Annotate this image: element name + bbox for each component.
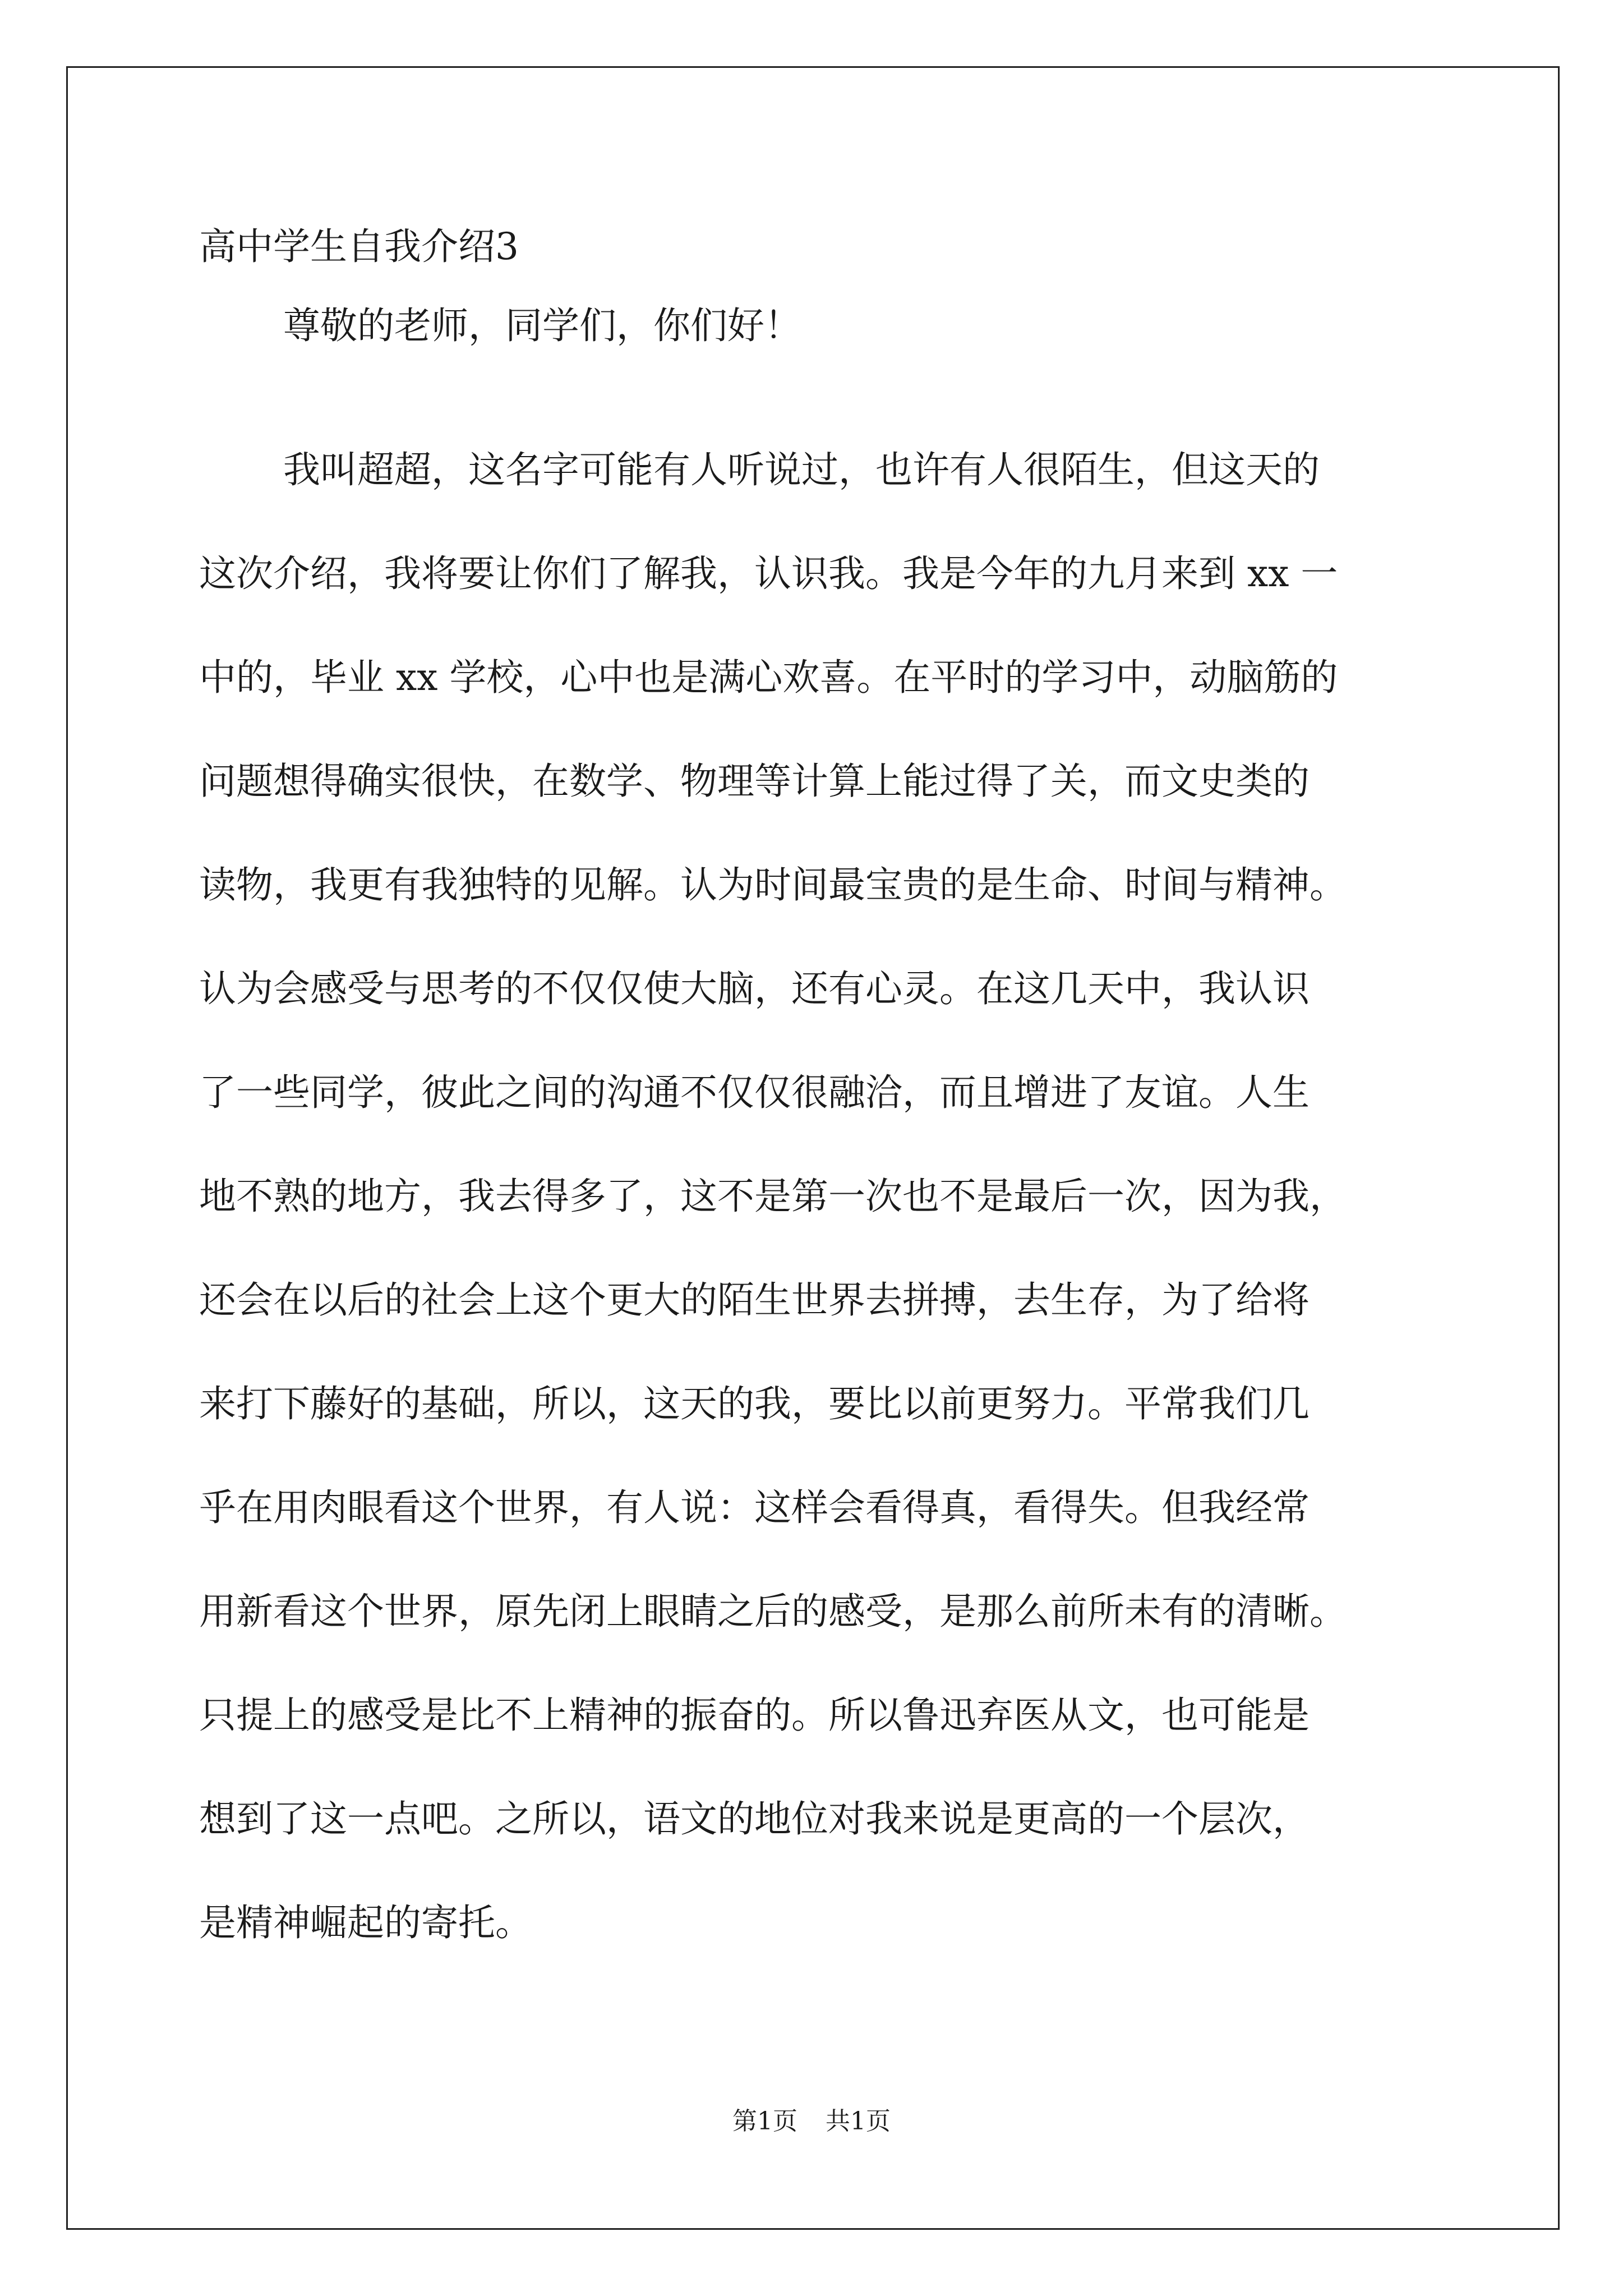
body-line: 想到了这一点吧。之所以，语文的地位对我来说是更高的一个层次， bbox=[199, 1797, 1310, 1841]
body-line: 乎在用肉眼看这个世界，有人说：这样会看得真，看得失。但我经常 bbox=[199, 1486, 1310, 1529]
body-line: 是精神崛起的寄托。 bbox=[199, 1901, 532, 1944]
body-line: 认为会感受与思考的不仅仅使大脑，还有心灵。在这几天中，我认识 bbox=[199, 967, 1310, 1010]
body-line: 来打下藤好的基础，所以，这天的我，要比以前更努力。平常我们几 bbox=[199, 1382, 1310, 1425]
body-line: 这次介绍，我将要让你们了解我，认识我。我是今年的九月来到 xx 一 bbox=[199, 552, 1338, 595]
document-title: 高中学生自我介绍3 bbox=[199, 225, 519, 268]
body-line: 读物，我更有我独特的见解。认为时间最宝贵的是生命、时间与精神。 bbox=[199, 863, 1347, 907]
page-number: 第1页 bbox=[732, 2107, 797, 2136]
body-line: 用新看这个世界，原先闭上眼睛之后的感受，是那么前所未有的清晰。 bbox=[199, 1590, 1347, 1633]
body-line: 我叫超超，这名字可能有人听说过，也许有人很陌生，但这天的 bbox=[283, 448, 1320, 491]
body-line: 问题想得确实很快，在数学、物理等计算上能过得了关，而文史类的 bbox=[199, 760, 1310, 803]
page-footer bbox=[0, 2105, 1623, 2138]
body-line: 地不熟的地方，我去得多了，这不是第一次也不是最后一次，因为我， bbox=[199, 1175, 1347, 1218]
body-line: 只提上的感受是比不上精神的振奋的。所以鲁迅弃医从文，也可能是 bbox=[199, 1694, 1310, 1737]
body-line: 中的，毕业 xx 学校，心中也是满心欢喜。在平时的学习中，动脑筋的 bbox=[199, 656, 1338, 699]
body-line: 了一些同学，彼此之间的沟通不仅仅很融洽，而且增进了友谊。人生 bbox=[199, 1071, 1310, 1114]
greeting-line: 尊敬的老师，同学们，你们好！ bbox=[283, 304, 801, 347]
body-line: 还会在以后的社会上这个更大的陌生世界去拼搏，去生存，为了给将 bbox=[199, 1278, 1310, 1322]
page-total: 共1页 bbox=[826, 2107, 891, 2136]
